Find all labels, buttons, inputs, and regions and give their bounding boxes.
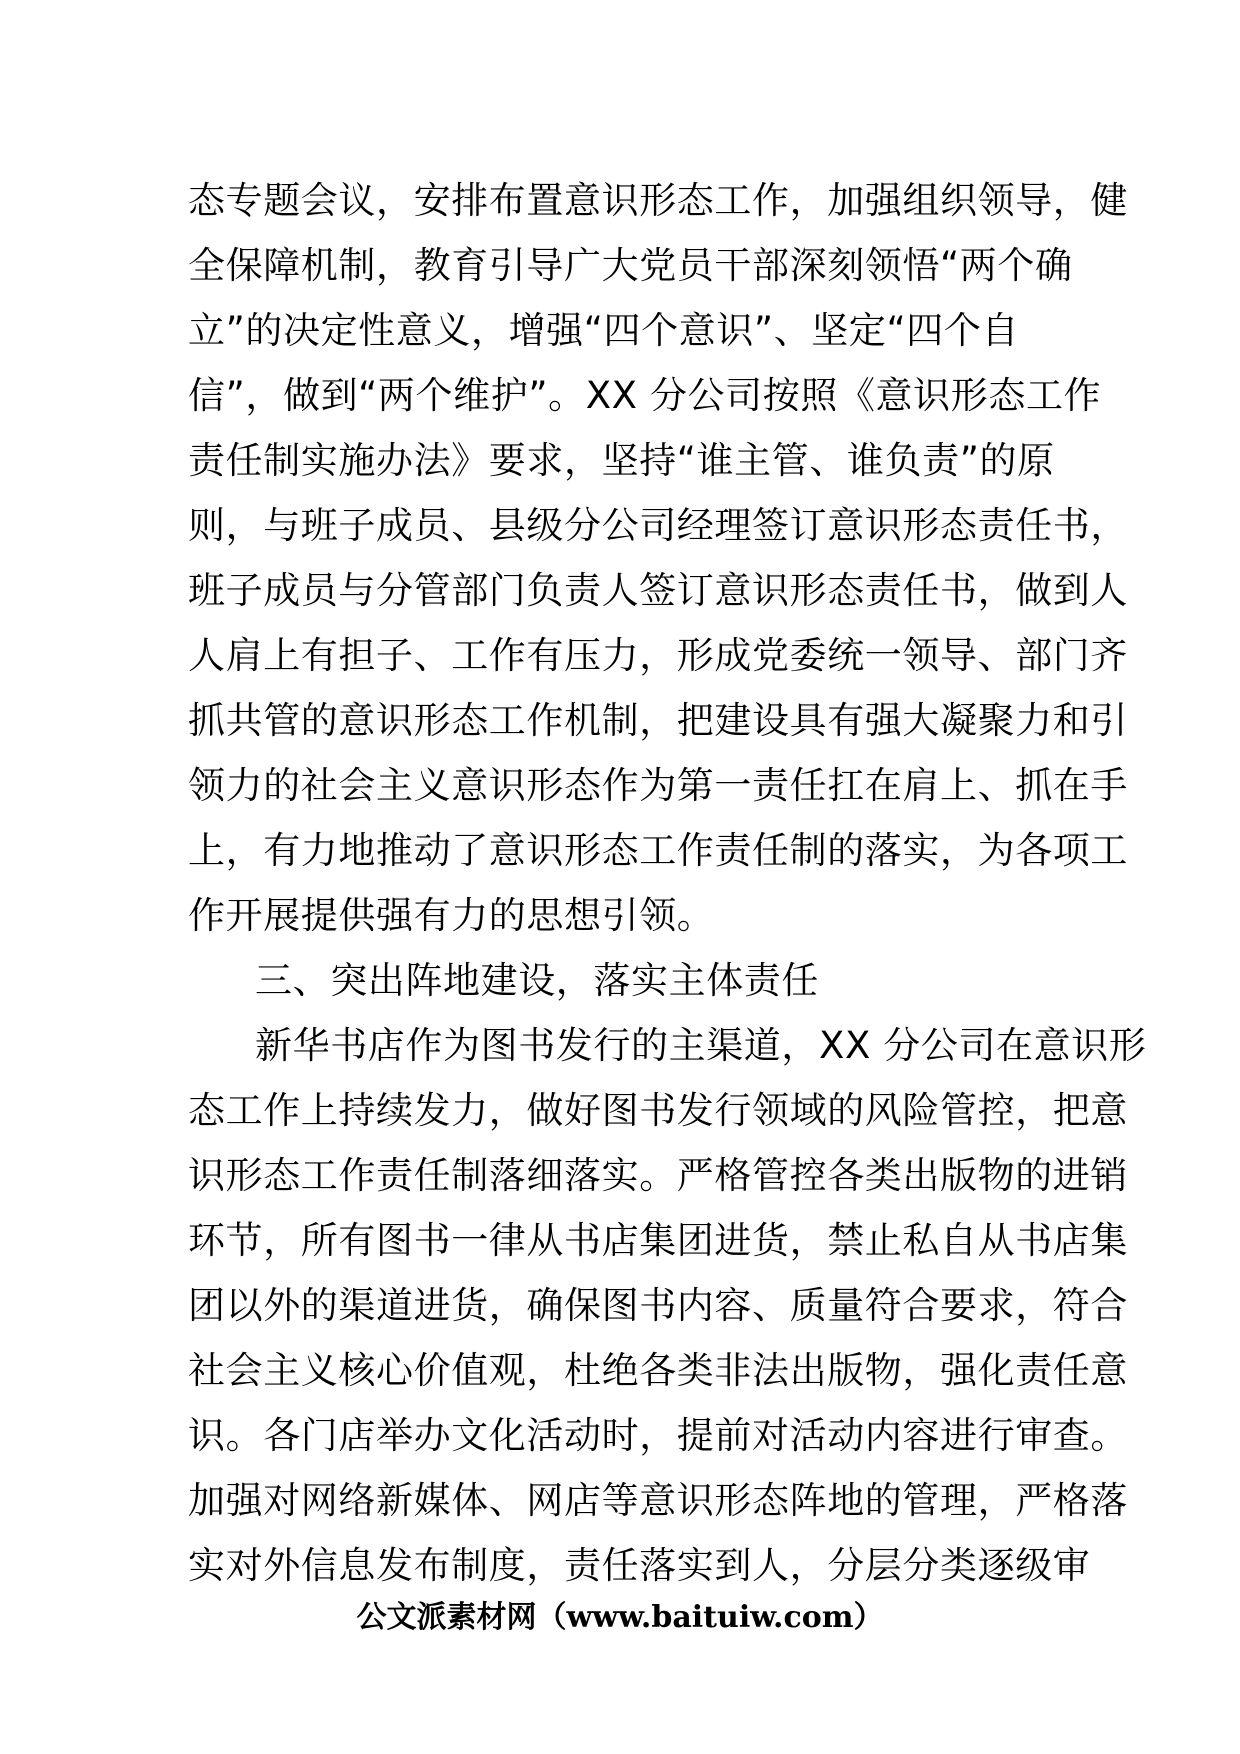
paragraph-line: 全保障机制，教育引导广大党员干部深刻领悟“两个确 [188, 244, 1073, 287]
paragraph-line: 班子成员与分管部门负责人签订意识形态责任书，做到人 [188, 569, 1128, 612]
paragraph-line: 则，与班子成员、县级分公司经理签订意识形态责任书， [188, 504, 1128, 547]
footer-watermark: 公文派素材网（www.baituiw.com） [356, 1600, 884, 1635]
paragraph-line: 团以外的渠道进货，确保图书内容、质量符合要求，符合 [188, 1284, 1128, 1327]
paragraph-line: 信”，做到“两个维护”。XX 分公司按照《意识形态工作 [188, 374, 1102, 417]
paragraph-line: 态工作上持续发力，做好图书发行领域的风险管控，把意 [188, 1089, 1128, 1132]
body-text [188, 168, 1147, 1598]
paragraph-line: 态专题会议，安排布置意识形态工作，加强组织领导，健 [188, 179, 1128, 222]
paragraph-line: 加强对网络新媒体、网店等意识形态阵地的管理，严格落 [188, 1479, 1128, 1522]
paragraph-line: 立”的决定性意义，增强“四个意识”、坚定“四个自 [188, 309, 1020, 352]
paragraph-line: 抓共管的意识形态工作机制，把建设具有强大凝聚力和引 [188, 699, 1128, 742]
section-heading: 三、突出阵地建设，落实主体责任 [255, 959, 819, 1002]
paragraph-line: 社会主义核心价值观，杜绝各类非法出版物，强化责任意 [188, 1349, 1128, 1392]
paragraph-line: 上，有力地推动了意识形态工作责任制的落实，为各项工 [188, 829, 1128, 872]
paragraph-line: 作开展提供强有力的思想引领。 [188, 894, 715, 937]
paragraph-line: 新华书店作为图书发行的主渠道，XX 分公司在意识形 [255, 1024, 1147, 1067]
paragraph-line: 识形态工作责任制落细落实。严格管控各类出版物的进销 [188, 1154, 1128, 1197]
paragraph-line: 环节，所有图书一律从书店集团进货，禁止私自从书店集 [188, 1219, 1128, 1262]
paragraph-line: 人肩上有担子、工作有压力，形成党委统一领导、部门齐 [188, 634, 1128, 677]
paragraph-line: 责任制实施办法》要求，坚持“谁主管、谁负责”的原 [188, 439, 1055, 482]
paragraph-line: 识。各门店举办文化活动时，提前对活动内容进行审查。 [188, 1414, 1128, 1457]
paragraph-line: 实对外信息发布制度，责任落实到人，分层分类逐级审 [188, 1544, 1091, 1587]
paragraph-line: 领力的社会主义意识形态作为第一责任扛在肩上、抓在手 [188, 764, 1128, 807]
